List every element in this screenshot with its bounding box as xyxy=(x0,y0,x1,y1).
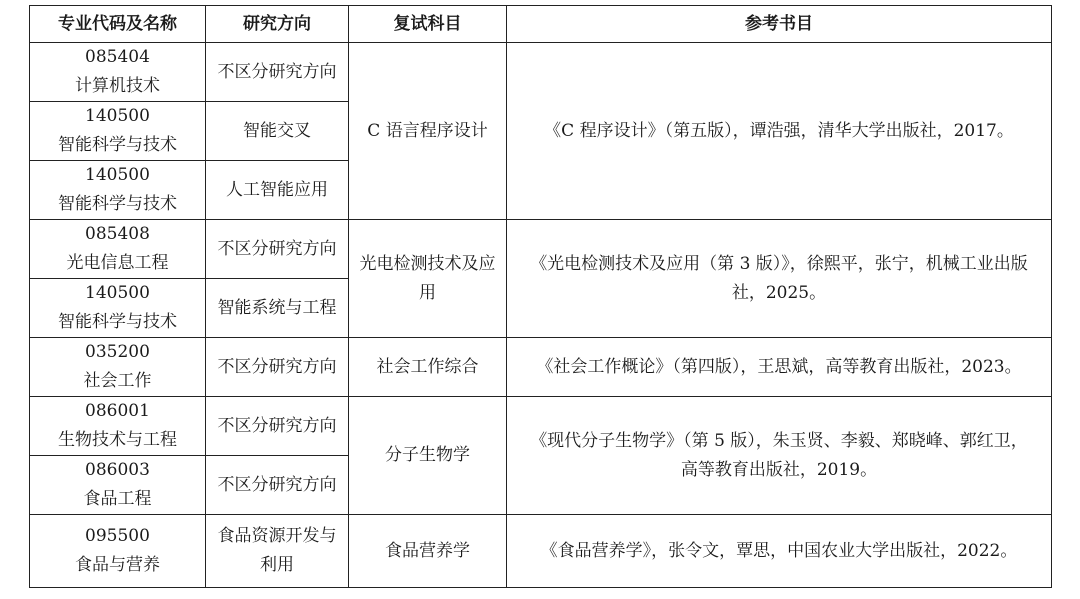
major-cell xyxy=(30,456,206,515)
major-cell xyxy=(30,279,206,338)
major-name: 食品工程 xyxy=(83,489,152,509)
table-row xyxy=(30,515,1052,588)
direction-cell: 智能交叉 xyxy=(206,102,349,161)
header-subject: 复试科目 xyxy=(349,6,507,43)
header-major: 专业代码及名称 xyxy=(30,6,206,43)
reference-book-cell: 《光电检测技术及应用（第 3 版）》，徐熙平，张宁，机械工业出版社，2025。 xyxy=(507,220,1052,338)
major-cell xyxy=(30,220,206,279)
reference-book-cell: 《社会工作概论》（第四版），王思斌，高等教育出版社，2023。 xyxy=(507,338,1052,397)
header-books: 参考书目 xyxy=(507,6,1052,43)
major-code: 086003 xyxy=(85,460,150,480)
table-row xyxy=(30,43,1052,102)
direction-cell: 不区分研究方向 xyxy=(206,43,349,102)
subject-cell: 光电检测技术及应用 xyxy=(349,220,507,338)
exam-subjects-table xyxy=(29,5,1052,588)
major-cell xyxy=(30,43,206,102)
major-code: 086001 xyxy=(85,401,150,421)
subject-cell: 社会工作综合 xyxy=(349,338,507,397)
major-name: 计算机技术 xyxy=(75,76,160,96)
table-row xyxy=(30,397,1052,456)
major-code: 035200 xyxy=(85,342,150,362)
direction-cell: 食品资源开发与利用 xyxy=(206,515,349,588)
major-cell xyxy=(30,161,206,220)
direction-cell: 不区分研究方向 xyxy=(206,397,349,456)
table-header-row xyxy=(30,6,1052,43)
reference-book-cell: 《食品营养学》，张令文，覃思，中国农业大学出版社，2022。 xyxy=(507,515,1052,588)
subject-cell: C 语言程序设计 xyxy=(349,43,507,220)
direction-cell: 不区分研究方向 xyxy=(206,220,349,279)
direction-cell: 人工智能应用 xyxy=(206,161,349,220)
reference-book-cell: 《C 程序设计》（第五版），谭浩强，清华大学出版社，2017。 xyxy=(507,43,1052,220)
exam-table-container xyxy=(29,5,1052,588)
direction-cell: 不区分研究方向 xyxy=(206,338,349,397)
major-cell xyxy=(30,397,206,456)
major-name: 社会工作 xyxy=(83,371,152,391)
table-row xyxy=(30,338,1052,397)
major-code: 140500 xyxy=(85,165,150,185)
subject-cell: 食品营养学 xyxy=(349,515,507,588)
major-name: 智能科学与技术 xyxy=(58,312,177,332)
major-cell xyxy=(30,102,206,161)
table-row xyxy=(30,220,1052,279)
major-code: 085404 xyxy=(85,47,150,67)
major-code: 085408 xyxy=(85,224,150,244)
major-code: 140500 xyxy=(85,106,150,126)
major-cell xyxy=(30,338,206,397)
major-name: 食品与营养 xyxy=(75,555,160,575)
reference-book-cell: 《现代分子生物学》（第 5 版），朱玉贤、李毅、郑晓峰、郭红卫，高等教育出版社，2019。 xyxy=(507,397,1052,515)
subject-cell: 分子生物学 xyxy=(349,397,507,515)
header-direction: 研究方向 xyxy=(206,6,349,43)
major-cell xyxy=(30,515,206,588)
major-name: 智能科学与技术 xyxy=(58,135,177,155)
major-name: 智能科学与技术 xyxy=(58,194,177,214)
major-name: 生物技术与工程 xyxy=(58,430,177,450)
direction-cell: 智能系统与工程 xyxy=(206,279,349,338)
direction-cell: 不区分研究方向 xyxy=(206,456,349,515)
major-name: 光电信息工程 xyxy=(66,253,169,273)
major-code: 095500 xyxy=(85,526,150,546)
major-code: 140500 xyxy=(85,283,150,303)
